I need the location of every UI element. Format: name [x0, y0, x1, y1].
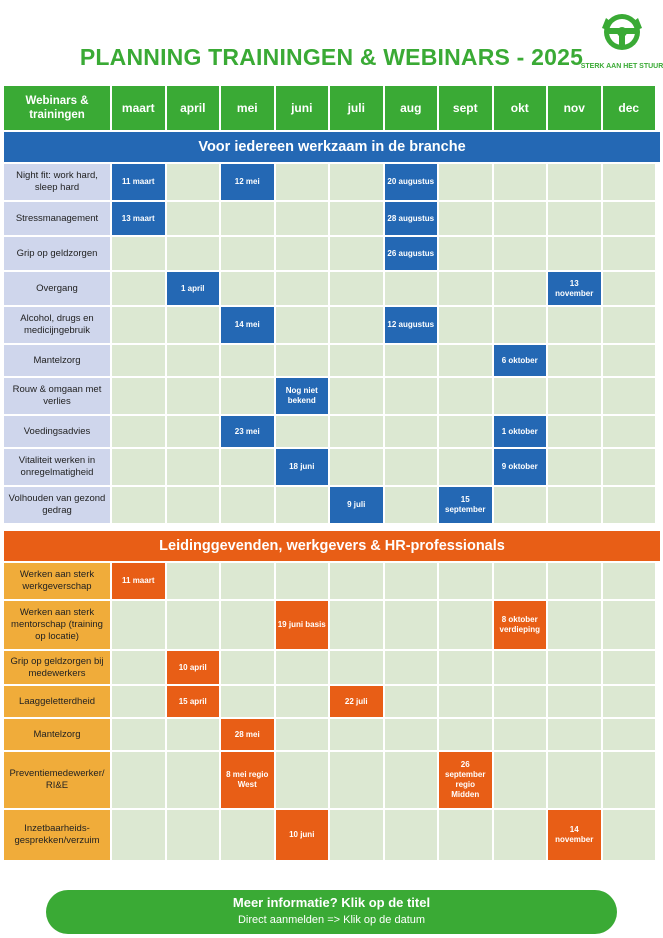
training-title-link[interactable]: Alcohol, drugs en medicijngebruik [4, 307, 110, 343]
empty-cell [385, 601, 438, 649]
empty-cell [548, 601, 601, 649]
empty-cell [112, 752, 165, 808]
empty-cell [221, 601, 274, 649]
training-title-link[interactable]: Mantelzorg [4, 345, 110, 376]
session-date-link[interactable]: 28 mei [221, 719, 274, 750]
empty-cell [385, 686, 438, 717]
planning-table [4, 86, 660, 862]
session-date-link[interactable]: 9 oktober [494, 449, 547, 485]
empty-cell [330, 378, 383, 414]
empty-cell [221, 272, 274, 305]
empty-cell [548, 719, 601, 750]
empty-cell [112, 449, 165, 485]
empty-cell [167, 164, 220, 200]
empty-cell [112, 416, 165, 447]
empty-cell [603, 345, 656, 376]
training-title-link[interactable]: Rouw & omgaan met verlies [4, 378, 110, 414]
empty-cell [330, 601, 383, 649]
empty-cell [112, 272, 165, 305]
empty-cell [167, 563, 220, 599]
empty-cell [439, 810, 492, 860]
session-date-link[interactable]: 23 mei [221, 416, 274, 447]
empty-cell [603, 307, 656, 343]
month-header: juni [276, 86, 329, 130]
empty-cell [385, 563, 438, 599]
session-date-link[interactable]: 9 juli [330, 487, 383, 523]
empty-cell [439, 686, 492, 717]
table-row [4, 345, 660, 376]
empty-cell [439, 563, 492, 599]
session-date-link[interactable]: 26 augustus [385, 237, 438, 270]
empty-cell [276, 202, 329, 235]
session-date-link[interactable]: 15 september [439, 487, 492, 523]
empty-cell [112, 487, 165, 523]
empty-cell [330, 202, 383, 235]
month-header: juli [330, 86, 383, 130]
empty-cell [603, 202, 656, 235]
empty-cell [276, 416, 329, 447]
empty-cell [330, 719, 383, 750]
empty-cell [385, 272, 438, 305]
header-corner: Webinars & trainingen [4, 86, 110, 130]
table-row [4, 164, 660, 200]
training-title-link[interactable]: Volhouden van gezond gedrag [4, 487, 110, 523]
empty-cell [439, 272, 492, 305]
month-header: dec [603, 86, 656, 130]
session-date-link[interactable]: 28 augustus [385, 202, 438, 235]
empty-cell [494, 202, 547, 235]
header-row [4, 86, 660, 130]
empty-cell [439, 651, 492, 684]
empty-cell [276, 487, 329, 523]
training-title-link[interactable]: Grip op geldzorgen [4, 237, 110, 270]
table-row [4, 487, 660, 523]
session-date-link[interactable]: 12 mei [221, 164, 274, 200]
empty-cell [494, 563, 547, 599]
session-date-link[interactable]: 12 augustus [385, 307, 438, 343]
empty-cell [548, 307, 601, 343]
empty-cell [276, 307, 329, 343]
month-header: nov [548, 86, 601, 130]
empty-cell [385, 752, 438, 808]
month-header: sept [439, 86, 492, 130]
training-title-link[interactable]: Mantelzorg [4, 719, 110, 750]
session-date-link[interactable]: 1 april [167, 272, 220, 305]
training-title-link[interactable]: Werken aan sterk werkgeverschap [4, 563, 110, 599]
month-header: maart [112, 86, 165, 130]
empty-cell [385, 449, 438, 485]
empty-cell [112, 686, 165, 717]
empty-cell [439, 237, 492, 270]
empty-cell [494, 651, 547, 684]
empty-cell [439, 601, 492, 649]
steering-wheel-logo [580, 4, 663, 74]
session-date-link[interactable]: 13 maart [112, 202, 165, 235]
empty-cell [494, 307, 547, 343]
empty-cell [603, 416, 656, 447]
empty-cell [603, 651, 656, 684]
empty-cell [112, 601, 165, 649]
empty-cell [167, 307, 220, 343]
empty-cell [330, 345, 383, 376]
empty-cell [603, 449, 656, 485]
empty-cell [439, 449, 492, 485]
empty-cell [221, 651, 274, 684]
empty-cell [167, 752, 220, 808]
empty-cell [603, 487, 656, 523]
section-header: Leidinggevenden, werkgevers & HR-professionals [4, 531, 660, 561]
training-title-link[interactable]: Voedingsadvies [4, 416, 110, 447]
training-title-link[interactable]: Stressmanagement [4, 202, 110, 235]
empty-cell [221, 345, 274, 376]
empty-cell [494, 752, 547, 808]
empty-cell [330, 563, 383, 599]
empty-cell [330, 651, 383, 684]
empty-cell [221, 449, 274, 485]
empty-cell [112, 719, 165, 750]
empty-cell [494, 237, 547, 270]
empty-cell [439, 307, 492, 343]
table-row [4, 719, 660, 750]
empty-cell [439, 164, 492, 200]
empty-cell [385, 719, 438, 750]
empty-cell [276, 345, 329, 376]
empty-cell [385, 651, 438, 684]
empty-cell [276, 752, 329, 808]
empty-cell [494, 686, 547, 717]
empty-cell [385, 487, 438, 523]
empty-cell [167, 601, 220, 649]
empty-cell [494, 164, 547, 200]
empty-cell [494, 272, 547, 305]
empty-cell [330, 164, 383, 200]
empty-cell [330, 752, 383, 808]
session-date-link[interactable]: 14 mei [221, 307, 274, 343]
empty-cell [112, 307, 165, 343]
table-row [4, 601, 660, 649]
more-info-banner[interactable] [46, 890, 617, 934]
empty-cell [221, 563, 274, 599]
session-date-link[interactable]: 10 juni [276, 810, 329, 860]
empty-cell [221, 686, 274, 717]
empty-cell [167, 378, 220, 414]
empty-cell [221, 810, 274, 860]
empty-cell [603, 752, 656, 808]
table-row [4, 810, 660, 860]
empty-cell [439, 378, 492, 414]
steering-wheel-icon [602, 14, 642, 50]
session-date-link[interactable]: 14 november [548, 810, 601, 860]
session-date-link[interactable]: 19 juni basis [276, 601, 329, 649]
empty-cell [603, 164, 656, 200]
empty-cell [548, 449, 601, 485]
month-header: okt [494, 86, 547, 130]
empty-cell [548, 164, 601, 200]
empty-cell [276, 563, 329, 599]
empty-cell [548, 651, 601, 684]
empty-cell [548, 202, 601, 235]
month-header: aug [385, 86, 438, 130]
table-row [4, 416, 660, 447]
empty-cell [221, 487, 274, 523]
empty-cell [276, 719, 329, 750]
session-date-link[interactable]: 11 maart [112, 563, 165, 599]
empty-cell [112, 651, 165, 684]
empty-cell [167, 202, 220, 235]
empty-cell [548, 237, 601, 270]
training-title-link[interactable]: Laaggeletterdheid [4, 686, 110, 717]
empty-cell [167, 345, 220, 376]
table-row [4, 752, 660, 808]
training-title-link[interactable]: Grip op geldzorgen bij medewerkers [4, 651, 110, 684]
empty-cell [603, 810, 656, 860]
empty-cell [112, 237, 165, 270]
training-title-link[interactable]: Werken aan sterk mentorschap (training op locatie) [4, 601, 110, 649]
empty-cell [385, 416, 438, 447]
empty-cell [439, 719, 492, 750]
session-date-link[interactable]: 1 oktober [494, 416, 547, 447]
footer-line-2: Direct aanmelden => Klik op de datum [237, 914, 426, 926]
empty-cell [330, 237, 383, 270]
empty-cell [494, 487, 547, 523]
training-title-link[interactable]: Inzetbaarheids-gesprekken/verzuim [4, 810, 110, 860]
empty-cell [330, 307, 383, 343]
empty-cell [494, 810, 547, 860]
empty-cell [603, 563, 656, 599]
month-header: mei [221, 86, 274, 130]
page-title: PLANNING TRAININGEN & WEBINARS - 2025 [79, 44, 584, 70]
empty-cell [330, 449, 383, 485]
table-row [4, 651, 660, 684]
session-date-link[interactable]: 20 augustus [385, 164, 438, 200]
training-title-link[interactable]: Overgang [4, 272, 110, 305]
empty-cell [548, 416, 601, 447]
empty-cell [494, 719, 547, 750]
empty-cell [603, 272, 656, 305]
empty-cell [548, 378, 601, 414]
empty-cell [167, 719, 220, 750]
footer-line-1[interactable]: Meer informatie? Klik op de titel [232, 895, 431, 910]
table-row [4, 202, 660, 235]
empty-cell [548, 686, 601, 717]
empty-cell [112, 345, 165, 376]
empty-cell [385, 345, 438, 376]
empty-cell [167, 449, 220, 485]
session-date-link[interactable]: Nog niet bekend [276, 378, 329, 414]
session-date-link[interactable]: 8 mei regio West [221, 752, 274, 808]
session-date-link[interactable]: 18 juni [276, 449, 329, 485]
empty-cell [385, 378, 438, 414]
empty-cell [548, 345, 601, 376]
empty-cell [276, 686, 329, 717]
empty-cell [330, 416, 383, 447]
empty-cell [603, 237, 656, 270]
empty-cell [167, 237, 220, 270]
session-date-link[interactable]: 26 september regio Midden [439, 752, 492, 808]
logo-text: STERK AAN HET STUUR [580, 63, 663, 70]
session-date-link[interactable]: 22 juli [330, 686, 383, 717]
empty-cell [276, 164, 329, 200]
empty-cell [112, 810, 165, 860]
empty-cell [167, 487, 220, 523]
training-title-link[interactable]: Vitaliteit werken in onregelmatigheid [4, 449, 110, 485]
session-date-link[interactable]: 6 oktober [494, 345, 547, 376]
empty-cell [221, 378, 274, 414]
empty-cell [330, 810, 383, 860]
training-title-link[interactable]: Night fit: work hard, sleep hard [4, 164, 110, 200]
section-header: Voor iedereen werkzaam in de branche [4, 132, 660, 162]
empty-cell [330, 272, 383, 305]
empty-cell [603, 601, 656, 649]
month-header: april [167, 86, 220, 130]
empty-cell [439, 202, 492, 235]
session-date-link[interactable]: 10 april [167, 651, 220, 684]
session-date-link[interactable]: 11 maart [112, 164, 165, 200]
table-row [4, 378, 660, 414]
empty-cell [548, 752, 601, 808]
empty-cell [603, 686, 656, 717]
table-row [4, 563, 660, 599]
empty-cell [548, 563, 601, 599]
empty-cell [548, 487, 601, 523]
table-row [4, 686, 660, 717]
session-date-link[interactable]: 15 april [167, 686, 220, 717]
empty-cell [112, 378, 165, 414]
empty-cell [276, 651, 329, 684]
session-date-link[interactable]: 8 oktober verdieping [494, 601, 547, 649]
empty-cell [167, 416, 220, 447]
empty-cell [221, 202, 274, 235]
table-row [4, 237, 660, 270]
empty-cell [603, 719, 656, 750]
training-title-link[interactable]: Preventiemedewerker/ RI&E [4, 752, 110, 808]
table-row [4, 307, 660, 343]
session-date-link[interactable]: 13 november [548, 272, 601, 305]
empty-cell [439, 345, 492, 376]
empty-cell [385, 810, 438, 860]
empty-cell [221, 237, 274, 270]
empty-cell [439, 416, 492, 447]
empty-cell [603, 378, 656, 414]
empty-cell [276, 237, 329, 270]
empty-cell [494, 378, 547, 414]
table-row [4, 449, 660, 485]
table-row [4, 272, 660, 305]
empty-cell [167, 810, 220, 860]
empty-cell [276, 272, 329, 305]
